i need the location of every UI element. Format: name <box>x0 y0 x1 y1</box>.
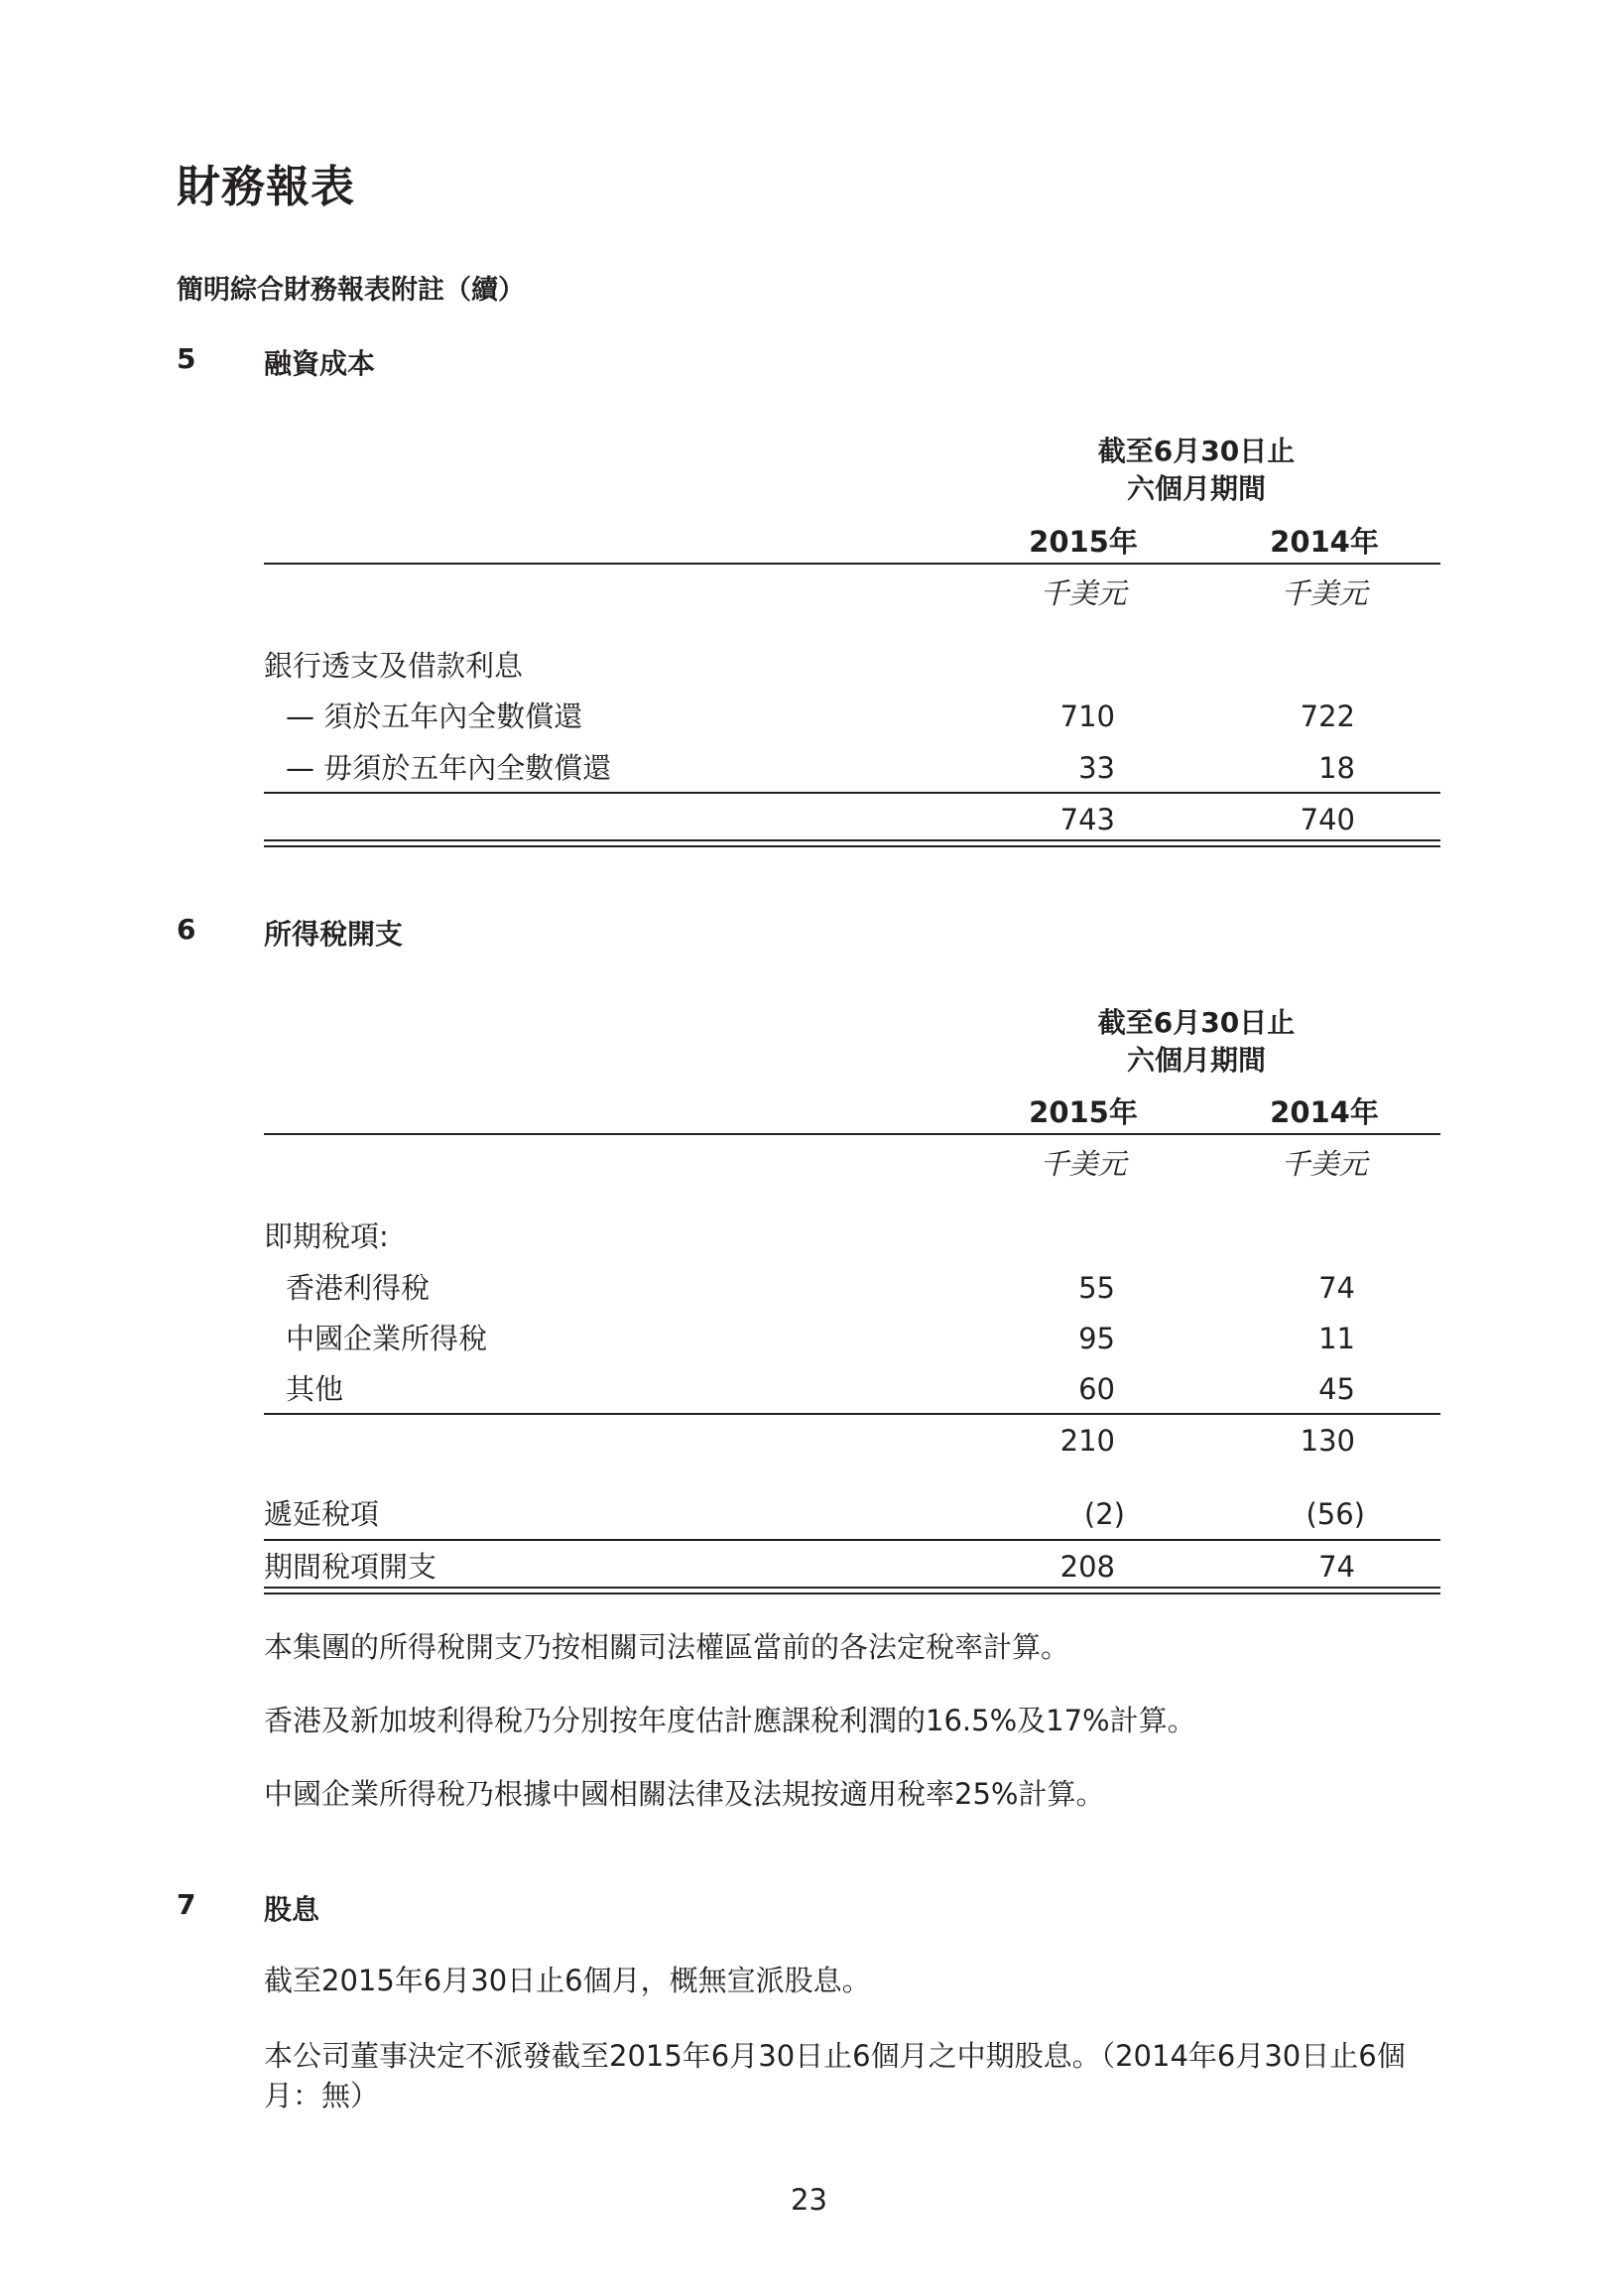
note6-paragraph: 本集團的所得稅開支乃按相關司法權區當前的各法定稅率計算。 <box>264 1630 1070 1664</box>
note5-row <box>264 746 1440 790</box>
note6-total-rule <box>264 1539 1440 1541</box>
note5-year-2014: 2014年 <box>1270 525 1379 559</box>
row-label: 中國企業所得稅 <box>286 1322 488 1355</box>
note5-unit-2015: 千美元 <box>1040 576 1127 610</box>
note6-header-rule <box>264 1133 1440 1135</box>
value-2014: (56) <box>1306 1497 1365 1531</box>
note6-year-2015: 2015年 <box>1029 1095 1138 1129</box>
note5-period-header <box>1067 433 1325 508</box>
value-2015: 55 <box>1078 1271 1115 1305</box>
row-label: 銀行透支及借款利息 <box>264 649 524 683</box>
note6-number: 6 <box>177 913 196 946</box>
note5-row <box>264 644 1440 688</box>
note6-subtotal-rule <box>264 1413 1440 1415</box>
note6-total-double-rule <box>264 1587 1440 1594</box>
row-label: 香港利得稅 <box>286 1271 431 1305</box>
row-label: 期間稅項開支 <box>264 1550 437 1584</box>
note6-deferred-row <box>264 1492 1440 1536</box>
note7-title: 股息 <box>264 1893 320 1926</box>
note6-title: 所得稅開支 <box>264 918 404 951</box>
page-number: 23 <box>791 2183 827 2217</box>
subtotal-2015: 210 <box>1059 1424 1115 1458</box>
note5-title: 融資成本 <box>264 347 376 380</box>
note5-header-rule <box>264 563 1440 565</box>
note6-period-line2: 六個月期間 <box>1126 1044 1266 1077</box>
note6-row <box>264 1266 1440 1310</box>
note6-period-header <box>1067 1004 1325 1080</box>
note5-total-double-rule <box>264 839 1440 847</box>
total-2014: 74 <box>1318 1550 1355 1584</box>
total-2015: 743 <box>1059 803 1115 836</box>
note5-subtotal-rule <box>264 792 1440 794</box>
note7-number: 7 <box>177 1888 196 1921</box>
note5-period-line2: 六個月期間 <box>1126 472 1266 505</box>
note5-total-row <box>264 798 1440 841</box>
value-2014: 722 <box>1300 700 1355 733</box>
note6-subtotal-row <box>264 1419 1440 1463</box>
row-label: — 須於五年內全數償還 <box>286 700 583 733</box>
subtotal-2014: 130 <box>1300 1424 1355 1458</box>
note6-row <box>264 1367 1440 1411</box>
value-2014: 18 <box>1318 751 1355 785</box>
note6-paragraph: 香港及新加坡利得稅乃分別按年度估計應課稅利潤的16.5%及17%計算。 <box>264 1704 1196 1737</box>
note7-paragraph: 本公司董事決定不派發截至2015年6月30日止6個月之中期股息。（2014年6月30日止6個月：無） <box>264 2039 1406 2112</box>
value-2014: 11 <box>1318 1322 1355 1355</box>
note6-total-row <box>264 1545 1440 1589</box>
value-2015: 95 <box>1078 1322 1115 1355</box>
value-2015: 710 <box>1059 700 1115 733</box>
value-2014: 45 <box>1318 1372 1355 1406</box>
note6-year-2014: 2014年 <box>1270 1095 1379 1129</box>
total-2014: 740 <box>1300 803 1355 836</box>
total-2015: 208 <box>1059 1550 1115 1584</box>
note7-paragraph: 截至2015年6月30日止6個月，概無宣派股息。 <box>264 1964 871 1997</box>
value-2014: 74 <box>1318 1271 1355 1305</box>
note5-row <box>264 695 1440 738</box>
value-2015: 60 <box>1078 1372 1115 1406</box>
note5-year-2015: 2015年 <box>1029 525 1138 559</box>
note6-period-line1: 截至6月30日止 <box>1097 1006 1296 1039</box>
row-label: 即期稅項: <box>264 1219 389 1253</box>
row-label: 其他 <box>286 1372 344 1406</box>
page-subtitle: 簡明綜合財務報表附註（續） <box>177 275 525 306</box>
note6-row <box>264 1317 1440 1360</box>
note5-unit-2014: 千美元 <box>1281 576 1368 610</box>
note6-row <box>264 1214 1440 1258</box>
note5-number: 5 <box>177 342 196 375</box>
note6-unit-2015: 千美元 <box>1040 1147 1127 1181</box>
note6-unit-2014: 千美元 <box>1281 1147 1368 1181</box>
row-label: 遞延稅項 <box>264 1497 380 1531</box>
row-label: — 毋須於五年內全數償還 <box>286 751 612 785</box>
value-2015: (2) <box>1083 1497 1125 1531</box>
page-title: 財務報表 <box>177 162 355 212</box>
note6-paragraph: 中國企業所得稅乃根據中國相關法律及法規按適用稅率25%計算。 <box>264 1777 1105 1811</box>
value-2015: 33 <box>1078 751 1115 785</box>
note5-period-line1: 截至6月30日止 <box>1097 435 1296 467</box>
